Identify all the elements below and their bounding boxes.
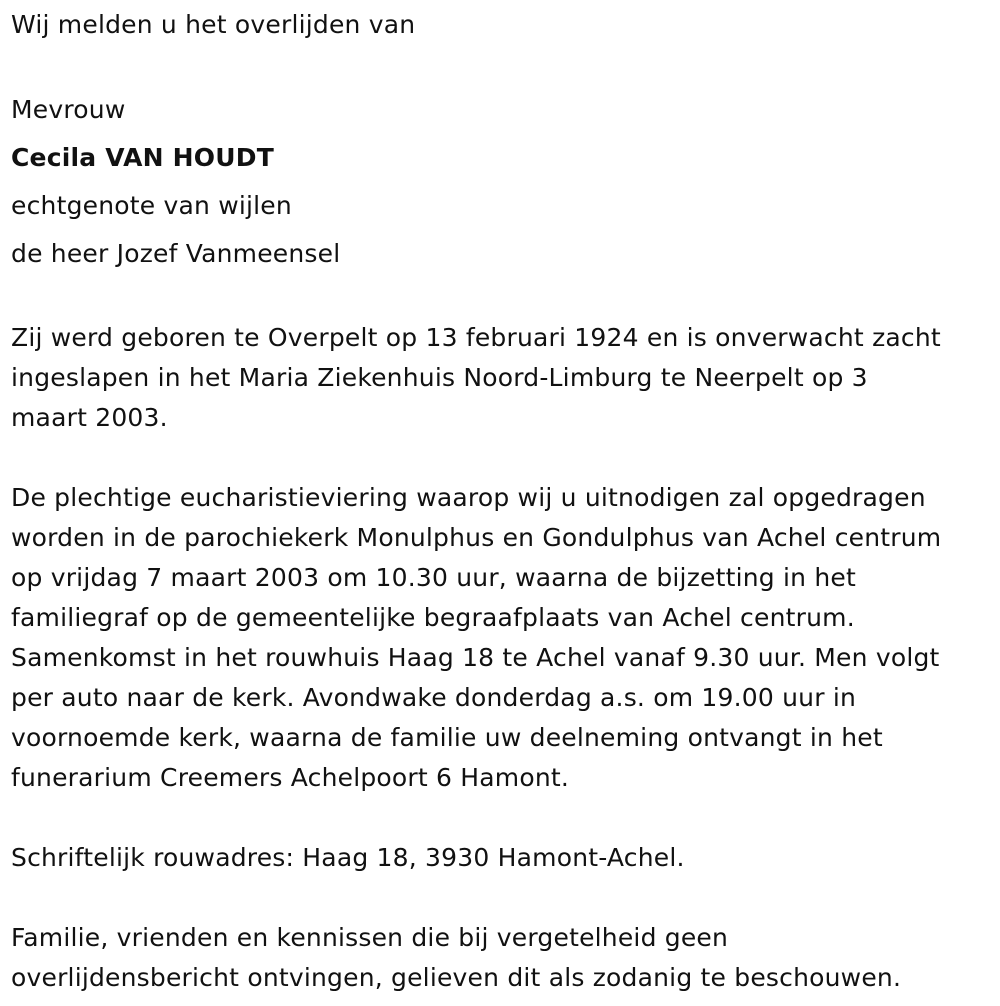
paragraph-line: Familie, vrienden en kennissen die bij vergetelheid geen	[11, 923, 729, 952]
birth-death-paragraph	[11, 318, 996, 438]
paragraph-line: De plechtige eucharistieviering waarop wij u uitnodigen zal opgedragen	[11, 483, 926, 512]
intro-text: Wij melden u het overlijden van	[11, 10, 416, 39]
mourning-address: Schriftelijk rouwadres: Haag 18, 3930 Hamont-Achel.	[11, 843, 685, 872]
address-paragraph	[11, 838, 996, 878]
deceased-block	[11, 86, 996, 278]
paragraph-line: ingeslapen in het Maria Ziekenhuis Noord-Limburg te Neerpelt op 3	[11, 363, 868, 392]
deceased-name: Cecila VAN HOUDT	[11, 143, 274, 172]
paragraph-line: per auto naar de kerk. Avondwake donderdag a.s. om 19.00 uur in	[11, 683, 857, 712]
ceremony-paragraph	[11, 478, 996, 798]
salutation: Mevrouw	[11, 95, 126, 124]
paragraph-line: maart 2003.	[11, 403, 168, 432]
relation-line-1: echtgenote van wijlen	[11, 191, 292, 220]
spacer	[11, 44, 996, 86]
closing-paragraph	[11, 918, 996, 998]
paragraph-line: Samenkomst in het rouwhuis Haag 18 te Achel vanaf 9.30 uur. Men volgt	[11, 643, 940, 672]
spacer	[11, 438, 996, 478]
death-notice	[11, 6, 996, 998]
spacer	[11, 798, 996, 838]
spacer	[11, 878, 996, 918]
spacer	[11, 278, 996, 318]
paragraph-line: voornoemde kerk, waarna de familie uw deelneming ontvangt in het	[11, 723, 883, 752]
paragraph-line: familiegraf op de gemeentelijke begraafplaats van Achel centrum.	[11, 603, 855, 632]
paragraph-line: Zij werd geboren te Overpelt op 13 februari 1924 en is onverwacht zacht	[11, 323, 941, 352]
paragraph-line: overlijdensbericht ontvingen, gelieven dit als zodanig te beschouwen.	[11, 963, 902, 992]
relation-line-2: de heer Jozef Vanmeensel	[11, 239, 341, 268]
paragraph-line: op vrijdag 7 maart 2003 om 10.30 uur, waarna de bijzetting in het	[11, 563, 856, 592]
paragraph-line: funerarium Creemers Achelpoort 6 Hamont.	[11, 763, 570, 792]
paragraph-line: worden in de parochiekerk Monulphus en Gondulphus van Achel centrum	[11, 523, 942, 552]
